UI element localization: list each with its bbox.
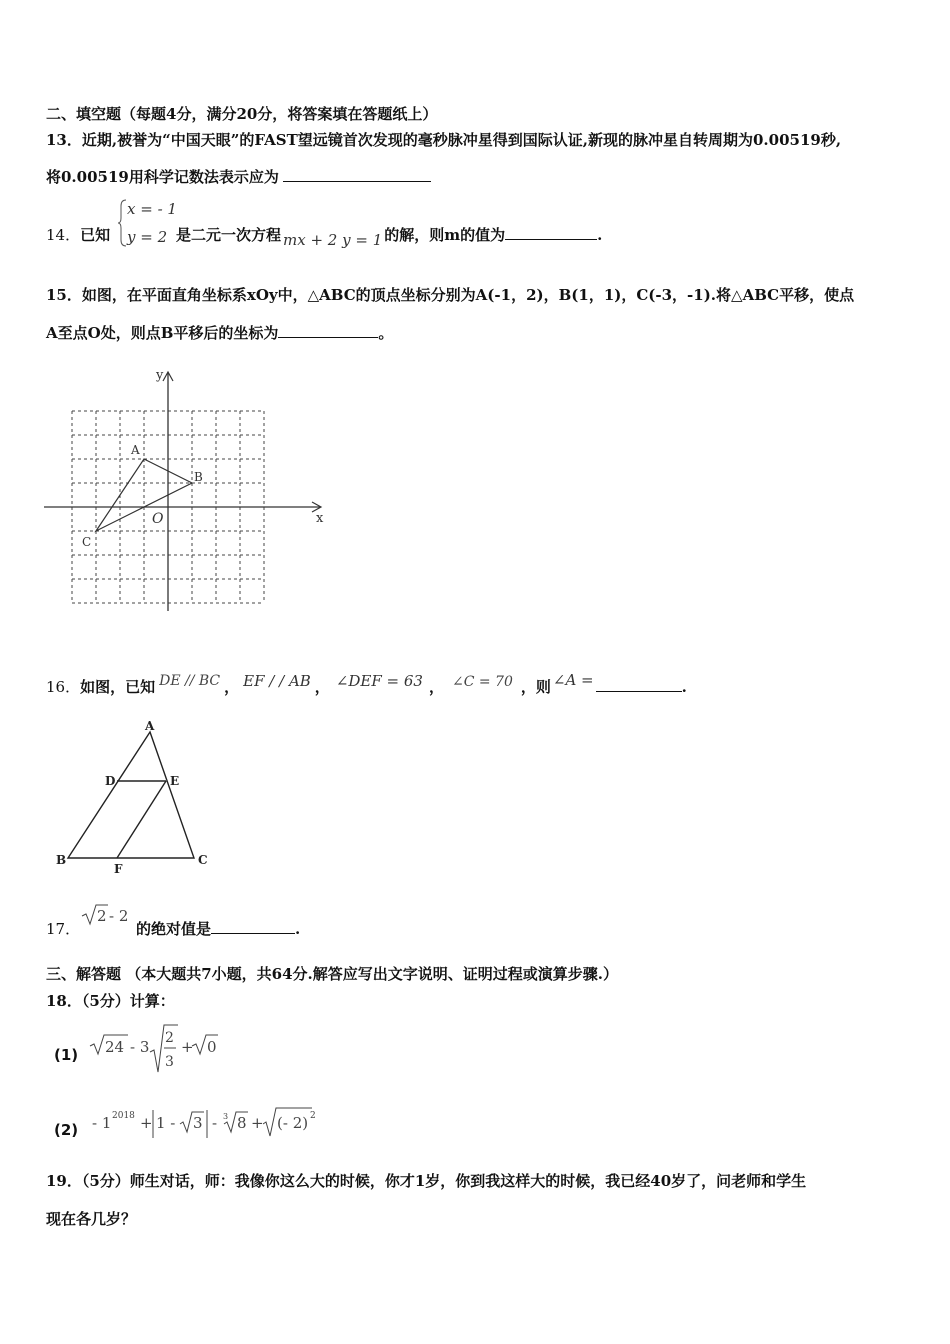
q16-label-a: A — [145, 719, 155, 733]
q15-text: A至点O处，则点B平移后的坐标为 — [46, 324, 279, 342]
q16-number: 16． — [46, 678, 81, 696]
q14-eq2: y = 2 — [127, 228, 168, 246]
q17-text — [136, 918, 300, 939]
q18-part1-expression — [88, 1022, 228, 1078]
q18-p2-index: 3 — [223, 1112, 229, 1121]
q16-cond-de-bc: DE // BC — [159, 673, 221, 689]
q16-label-e: E — [170, 774, 180, 788]
q18-p1-numerator: 2 — [165, 1030, 174, 1046]
q17-number: 17． — [46, 920, 81, 938]
q18-p2-exponent: 2018 — [112, 1111, 135, 1121]
q15-point-b: B — [194, 470, 203, 484]
q17-end: . — [295, 920, 301, 938]
q13-line2 — [46, 166, 431, 187]
q14-mid: 是二元一次方程 — [176, 226, 282, 244]
q15-x-label: x — [316, 511, 324, 526]
q17-rest: - 2 — [109, 907, 129, 925]
q15-answer-blank[interactable] — [278, 323, 378, 338]
q14-eq1: x = - 1 — [127, 200, 177, 218]
q18-p1-r1: 24 — [105, 1038, 125, 1056]
q18-part1-label: (1) — [54, 1046, 79, 1064]
q15-point-a: A — [131, 443, 140, 457]
q14-equation: mx + 2 y = 1 — [283, 231, 383, 249]
q17-radicand: 2 — [97, 907, 107, 925]
q18-p1-op2: + — [181, 1038, 194, 1056]
q15-end: 。 — [378, 324, 394, 342]
q14-equation-system — [118, 196, 178, 250]
q18-p1-r3: 0 — [207, 1038, 217, 1056]
q16-sep4: ，则 — [520, 678, 551, 696]
q18-p2-op3: + — [251, 1114, 264, 1132]
q18-part2-expression — [88, 1102, 328, 1146]
section2-header: 二、填空题（每题4分，满分20分，将答案填在答题纸上） — [46, 105, 438, 123]
q18-title: 18．（5分）计算： — [46, 992, 175, 1010]
q18-p2-base: - 1 — [92, 1114, 112, 1132]
q15-line1: 15．如图，在平面直角坐标系xOy中，△ABC的顶点坐标分别为A(-1，2)，B(1，1)，C(-3，-1).将△ABC平移，使点 — [46, 286, 855, 304]
q16-segment-ef — [117, 781, 166, 858]
q19-line2: 现在各几岁？ — [46, 1210, 137, 1228]
q15-coordinate-figure — [40, 365, 330, 615]
q13-line1: 13．近期,被誉为“中国天眼”的FAST望远镜首次发现的毫秒脉冲星得到国际认证,新现的脉冲星自转周期为0.00519秒, — [46, 131, 842, 149]
q14-num — [46, 224, 110, 245]
q16-label-f: F — [114, 862, 123, 876]
q19-line1: 19．（5分）师生对话，师：我像你这么大的时候，你才1岁，你到我这样大的时候，我已经40岁了，问老师和学生 — [46, 1172, 807, 1190]
q18-p1-op1: - 3 — [130, 1038, 150, 1056]
q17-expression — [80, 902, 136, 928]
q16-angle-a: ∠A = — [552, 671, 594, 689]
q16-end: . — [681, 678, 687, 696]
q16-sep1: ， — [224, 678, 240, 696]
q18-p2-op2: - — [212, 1114, 218, 1132]
q14-post: 的解，则m的值为 — [384, 226, 506, 244]
q18-p2-r1: 3 — [193, 1114, 203, 1132]
q15-point-c: C — [82, 535, 92, 549]
q16-line — [46, 671, 687, 697]
q14-number: 14． — [46, 226, 81, 244]
q18-p2-exponent2: 2 — [310, 1111, 316, 1121]
q14-end: . — [597, 226, 603, 244]
q18-p2-r2: 8 — [237, 1114, 247, 1132]
q17-answer-blank[interactable] — [211, 919, 295, 934]
q15-origin-label: O — [152, 511, 164, 527]
q18-p1-denominator: 3 — [165, 1054, 174, 1070]
brace-icon — [118, 200, 126, 246]
q16-triangle-figure — [50, 718, 220, 878]
q18-p2-op1: + — [140, 1114, 153, 1132]
q13-text: 将0.00519用科学记数法表示应为 — [46, 168, 279, 186]
q14-pre: 已知 — [80, 226, 111, 244]
q13-answer-blank[interactable] — [283, 167, 431, 182]
q15-line2 — [46, 322, 393, 343]
q16-label-c: C — [198, 853, 208, 867]
q17-post: 的绝对值是 — [136, 920, 212, 938]
q15-y-label: y — [156, 368, 164, 383]
q16-sep3: ， — [428, 678, 444, 696]
q18-p2-r3: (- 2) — [277, 1114, 309, 1132]
q16-label-b: B — [56, 853, 67, 867]
q16-cond-angle-c: ∠C = 70 — [451, 674, 513, 690]
q16-pre: 如图，已知 — [80, 678, 156, 696]
q14-rest — [176, 224, 603, 249]
section3-header: 三、解答题 （本大题共7小题，共64分.解答应写出文字说明、证明过程或演算步骤.） — [46, 965, 618, 983]
q16-label-d: D — [105, 774, 116, 788]
q18-p2-abs: 1 - — [156, 1114, 176, 1132]
q16-cond-ef-ab: EF / / AB — [243, 672, 311, 690]
q16-sep2: ， — [314, 678, 330, 696]
q16-answer-blank[interactable] — [596, 677, 682, 692]
q18-part2-label: (2) — [54, 1121, 79, 1139]
q16-triangle-abc — [68, 732, 194, 858]
q16-cond-angle-def: ∠DEF = 63 — [335, 672, 423, 690]
q14-answer-blank[interactable] — [505, 225, 597, 240]
